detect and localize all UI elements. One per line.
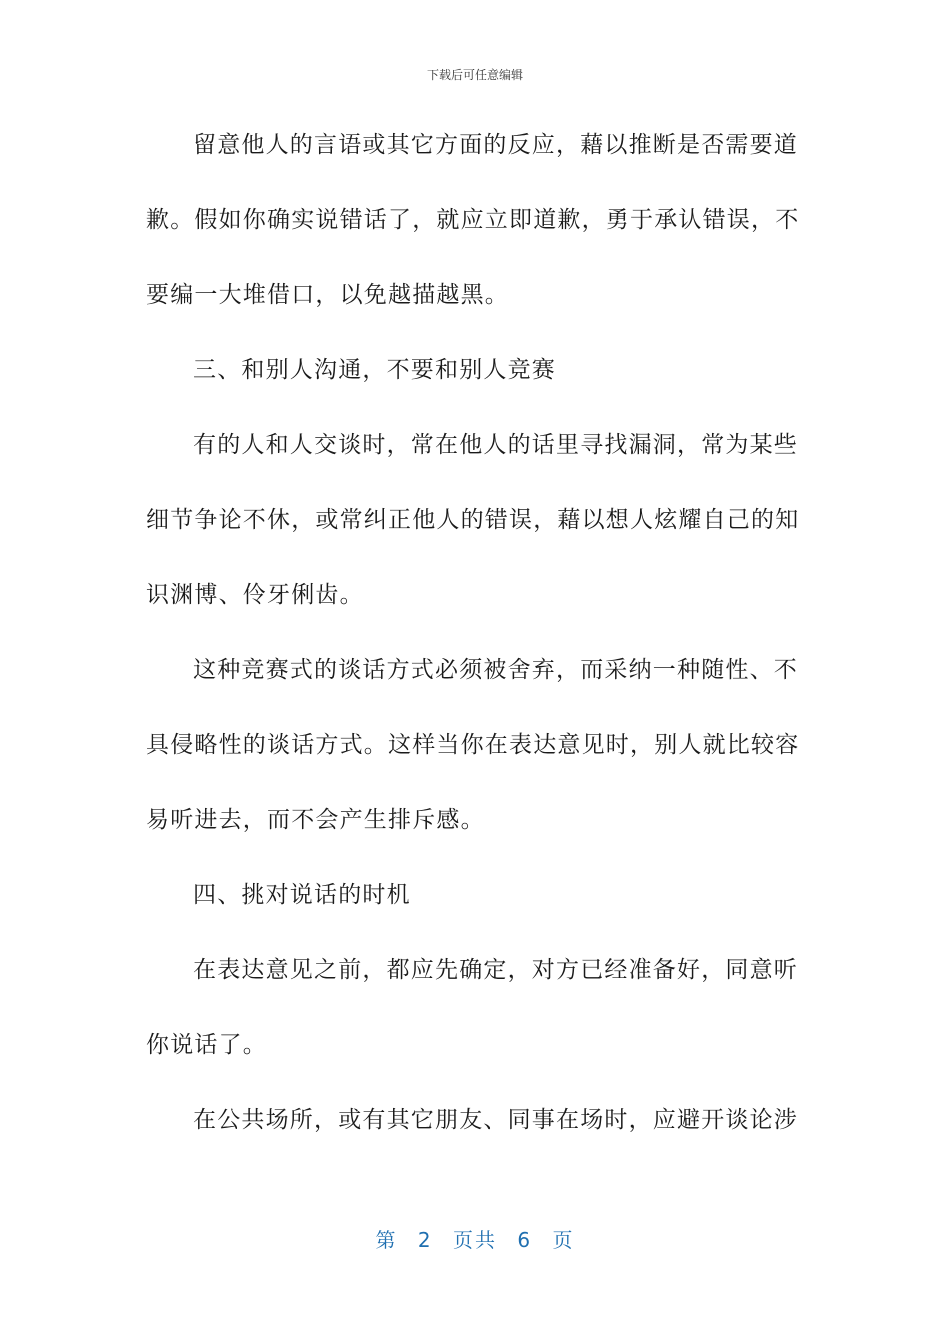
- page-number-middle: 页共: [453, 1228, 497, 1252]
- text-line: 歉。假如你确实说错话了，就应立即道歉，勇于承认错误，不: [146, 207, 800, 233]
- header-note: 下载后可任意编辑: [426, 68, 523, 82]
- section-heading: 四、挑对说话的时机: [193, 882, 411, 908]
- text-line: 在表达意见之前，都应先确定，对方已经准备好，同意听: [193, 957, 798, 983]
- text-line: 具侵略性的谈话方式。这样当你在表达意见时，别人就比较容: [146, 732, 800, 758]
- text-line: 这种竞赛式的谈话方式必须被舍弃，而采纳一种随性、不: [193, 657, 798, 683]
- text-line: 要编一大堆借口，以免越描越黑。: [146, 282, 509, 308]
- text-line: 留意他人的言语或其它方面的反应，藉以推断是否需要道: [193, 132, 798, 158]
- page-number-suffix: 页: [552, 1228, 575, 1252]
- text-line: 有的人和人交谈时，常在他人的话里寻找漏洞，常为某些: [193, 432, 798, 458]
- text-line: 识渊博、伶牙俐齿。: [146, 582, 364, 608]
- text-line: 你说话了。: [146, 1032, 267, 1058]
- document-body: [146, 120, 800, 1170]
- page-number-prefix: 第: [375, 1228, 398, 1252]
- page-number: [0, 1224, 950, 1253]
- page-number-current: 2: [417, 1228, 433, 1252]
- text-line: 易听进去，而不会产生排斥感。: [146, 807, 485, 833]
- text-line: 细节争论不休，或常纠正他人的错误，藉以想人炫耀自己的知: [146, 507, 800, 533]
- section-heading: 三、和别人沟通，不要和别人竞赛: [193, 357, 556, 383]
- text-line: 在公共场所，或有其它朋友、同事在场时，应避开谈论涉: [193, 1107, 798, 1133]
- page-number-total: 6: [517, 1228, 533, 1252]
